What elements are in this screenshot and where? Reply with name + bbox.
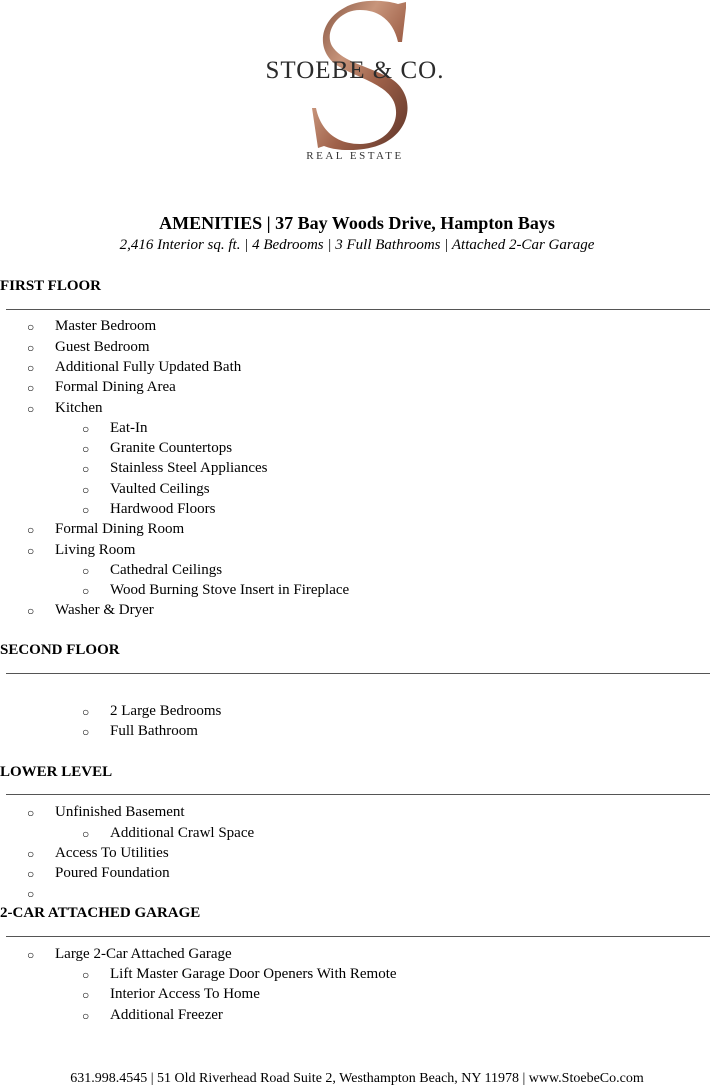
- section-divider: [6, 794, 710, 795]
- bullet-circle-icon: ○: [27, 948, 35, 962]
- bullet-circle-icon: ○: [82, 483, 90, 497]
- list-item: Granite Countertops: [110, 440, 233, 456]
- list-item: Additional Crawl Space: [110, 825, 255, 841]
- bullet-circle-icon: ○: [27, 847, 35, 861]
- list-item: Access To Utilities: [55, 845, 169, 861]
- bullet-circle-icon: ○: [82, 1009, 90, 1023]
- list-item: Formal Dining Room: [55, 521, 185, 537]
- list-item: Kitchen: [55, 400, 103, 416]
- list-item: 2 Large Bedrooms: [110, 703, 222, 719]
- brand-tagline: REAL ESTATE: [306, 150, 404, 162]
- list-item: Master Bedroom: [55, 318, 157, 334]
- list-item: Full Bathroom: [110, 723, 198, 739]
- bullet-circle-icon: ○: [82, 462, 90, 476]
- section-divider: [6, 309, 710, 310]
- bullet-circle-icon: ○: [82, 988, 90, 1002]
- bullet-circle-icon: ○: [27, 361, 35, 375]
- bullet-circle-icon: ○: [82, 422, 90, 436]
- section-heading: LOWER LEVEL: [0, 764, 113, 780]
- section-heading: FIRST FLOOR: [0, 278, 101, 294]
- brand-name: STOEBE & CO.: [265, 57, 445, 84]
- footer-contact: 631.998.4545 | 51 Old Riverhead Road Suite 2, Westhampton Beach, NY 11978 | www.StoebeCo.com: [70, 1071, 644, 1086]
- list-item: Stainless Steel Appliances: [110, 460, 268, 476]
- document-subtitle: 2,416 Interior sq. ft. | 4 Bedrooms | 3 Full Bathrooms | Attached 2-Car Garage: [119, 237, 595, 253]
- list-item: Wood Burning Stove Insert in Fireplace: [110, 582, 350, 598]
- bullet-circle-icon: ○: [82, 442, 90, 456]
- bullet-circle-icon: ○: [82, 705, 90, 719]
- list-item: Vaulted Ceilings: [110, 481, 210, 497]
- bullet-circle-icon: ○: [82, 827, 90, 841]
- section-heading: SECOND FLOOR: [0, 642, 120, 658]
- bullet-circle-icon: ○: [27, 320, 35, 334]
- bullet-circle-icon: ○: [82, 725, 90, 739]
- section-divider: [6, 936, 710, 937]
- list-item: Lift Master Garage Door Openers With Remote: [110, 966, 397, 982]
- list-item: Guest Bedroom: [55, 339, 150, 355]
- list-item: Additional Freezer: [110, 1007, 223, 1023]
- list-item: Additional Fully Updated Bath: [55, 359, 242, 375]
- section-heading: 2-CAR ATTACHED GARAGE: [0, 905, 201, 921]
- bullet-circle-icon: ○: [27, 604, 35, 618]
- bullet-circle-icon: ○: [27, 523, 35, 537]
- bullet-circle-icon: ○: [27, 341, 35, 355]
- list-item: Washer & Dryer: [55, 602, 154, 618]
- list-item: Large 2-Car Attached Garage: [55, 946, 232, 962]
- bullet-circle-icon: ○: [27, 806, 35, 820]
- list-item: Living Room: [55, 542, 136, 558]
- document-title: AMENITIES | 37 Bay Woods Drive, Hampton Bays: [159, 213, 555, 233]
- list-item: Formal Dining Area: [55, 379, 176, 395]
- list-item: Cathedral Ceilings: [110, 562, 223, 578]
- bullet-circle-icon: ○: [27, 381, 35, 395]
- bullet-circle-icon: ○: [27, 544, 35, 558]
- bullet-circle-icon: ○: [82, 584, 90, 598]
- bullet-circle-icon: ○: [27, 402, 35, 416]
- section-divider: [6, 673, 710, 674]
- list-item: Interior Access To Home: [110, 986, 260, 1002]
- company-logo: [0, 0, 710, 170]
- bullet-circle-icon: ○: [27, 867, 35, 881]
- list-item: Eat-In: [110, 420, 148, 436]
- list-item: Poured Foundation: [55, 865, 170, 881]
- bullet-circle-icon: ○: [27, 887, 35, 901]
- list-item: Unfinished Basement: [55, 804, 185, 820]
- bullet-circle-icon: ○: [82, 564, 90, 578]
- list-item: Hardwood Floors: [110, 501, 216, 517]
- bullet-circle-icon: ○: [82, 968, 90, 982]
- bullet-circle-icon: ○: [82, 503, 90, 517]
